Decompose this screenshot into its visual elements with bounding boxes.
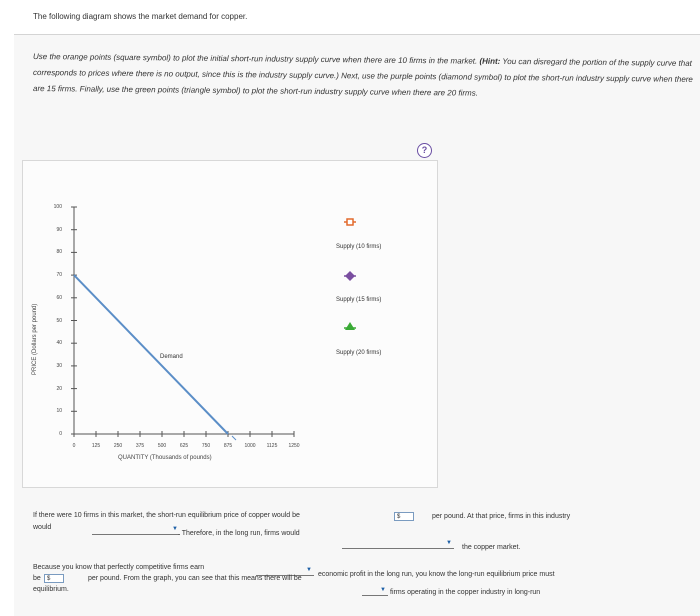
q1-text-a: If there were 10 firms in this market, the short-run equilibrium price of copper would be [33,512,300,519]
y-tick-label: 60 [56,294,62,301]
q1-entry-dropdown[interactable] [342,539,454,549]
y-tick-label: 10 [56,408,62,415]
legend-supply-15-label: Supply (15 firms) [336,297,382,303]
q1-text-b: per pound. At that price, firms in this industry [432,513,571,520]
x-tick-label: 1125 [266,443,278,449]
chevron-down-icon: ▼ [172,526,178,532]
intro-text: The following diagram shows the market demand for copper. [33,12,248,21]
y-tick-label: 90 [56,226,62,233]
q1-text-d: . Therefore, in the long run, firms would [178,530,300,537]
x-axis-label: QUANTITY (Thousands of pounds) [118,455,212,461]
x-tick-label: 500 [157,443,167,449]
chevron-down-icon: ▼ [380,587,386,593]
y-tick-label: 0 [59,431,62,437]
y-tick-label: 80 [56,249,62,256]
q2-text-c: be [33,575,41,582]
x-tick-label: 0 [72,443,76,449]
q1-text-e: the copper market. [462,544,521,551]
demand-endpoint-marker [232,436,236,440]
x-tick-label: 125 [91,443,101,449]
y-tick-label: 40 [56,340,62,347]
q1-profit-dropdown[interactable] [92,525,180,535]
y-axis-label: PRICE (Dollars per pound) [32,303,38,375]
q2-text-e: firms operating in the copper industry in long-run [390,589,541,596]
q2-text-f: equilibrium. [33,586,69,593]
x-tick-label: 1250 [288,443,300,449]
x-tick-label: 875 [223,443,233,449]
hint-label: (Hint: [479,56,501,66]
x-tick-label: 750 [201,443,211,449]
instructions-part1: Use the orange points (square symbol) to plot the initial short-run industry supply curve when there are 10 firms in the market. [33,52,480,66]
q1-price-input[interactable]: $ [394,512,414,521]
y-tick-label: 30 [56,362,62,369]
q2-text-b: economic profit in the long run, you know the long-run equilibrium price must [318,571,555,578]
x-tick-label: 625 [179,443,189,449]
q2-price-input[interactable]: $ [44,574,64,583]
legend-supply-20-label: Supply (20 firms) [336,350,382,356]
instructions-part2: You can disregard the portion of the supply curve that corresponds to prices where there is no output, since this is the industry supply curve.) Next, use the purple points (diamond symbol) to plot the short-run industry supply curve when there are 15 firms. Finally, use the green points (triangle symbol) to plot the short-run industry supply curve when there are 20 firms. [33,56,693,98]
chevron-down-icon: ▼ [446,540,452,546]
q1-text-c: would [33,524,52,531]
demand-curve[interactable] [74,275,228,434]
x-tick-label: 1000 [244,443,256,449]
y-tick-label: 20 [56,385,62,392]
x-tick-label: 375 [135,443,145,449]
x-tick-label: 250 [113,443,123,449]
legend-diamond-symbol[interactable] [344,271,356,281]
legend-supply-10-label: Supply (10 firms) [336,244,382,250]
q2-firms-dropdown[interactable] [362,586,388,596]
legend-triangle-symbol[interactable] [344,322,356,330]
help-icon[interactable]: ? [417,143,432,158]
chevron-down-icon: ▼ [306,567,312,573]
demand-label: Demand [160,354,183,360]
legend-square-symbol[interactable] [344,219,356,225]
y-tick-label: 50 [56,317,62,324]
y-tick-label: 70 [56,272,62,279]
y-tick-label: 100 [53,204,62,210]
q2-text-d: per pound. From the graph, you can see that this means there will be [88,575,302,582]
q2-text-a: Because you know that perfectly competitive firms earn [33,564,205,571]
